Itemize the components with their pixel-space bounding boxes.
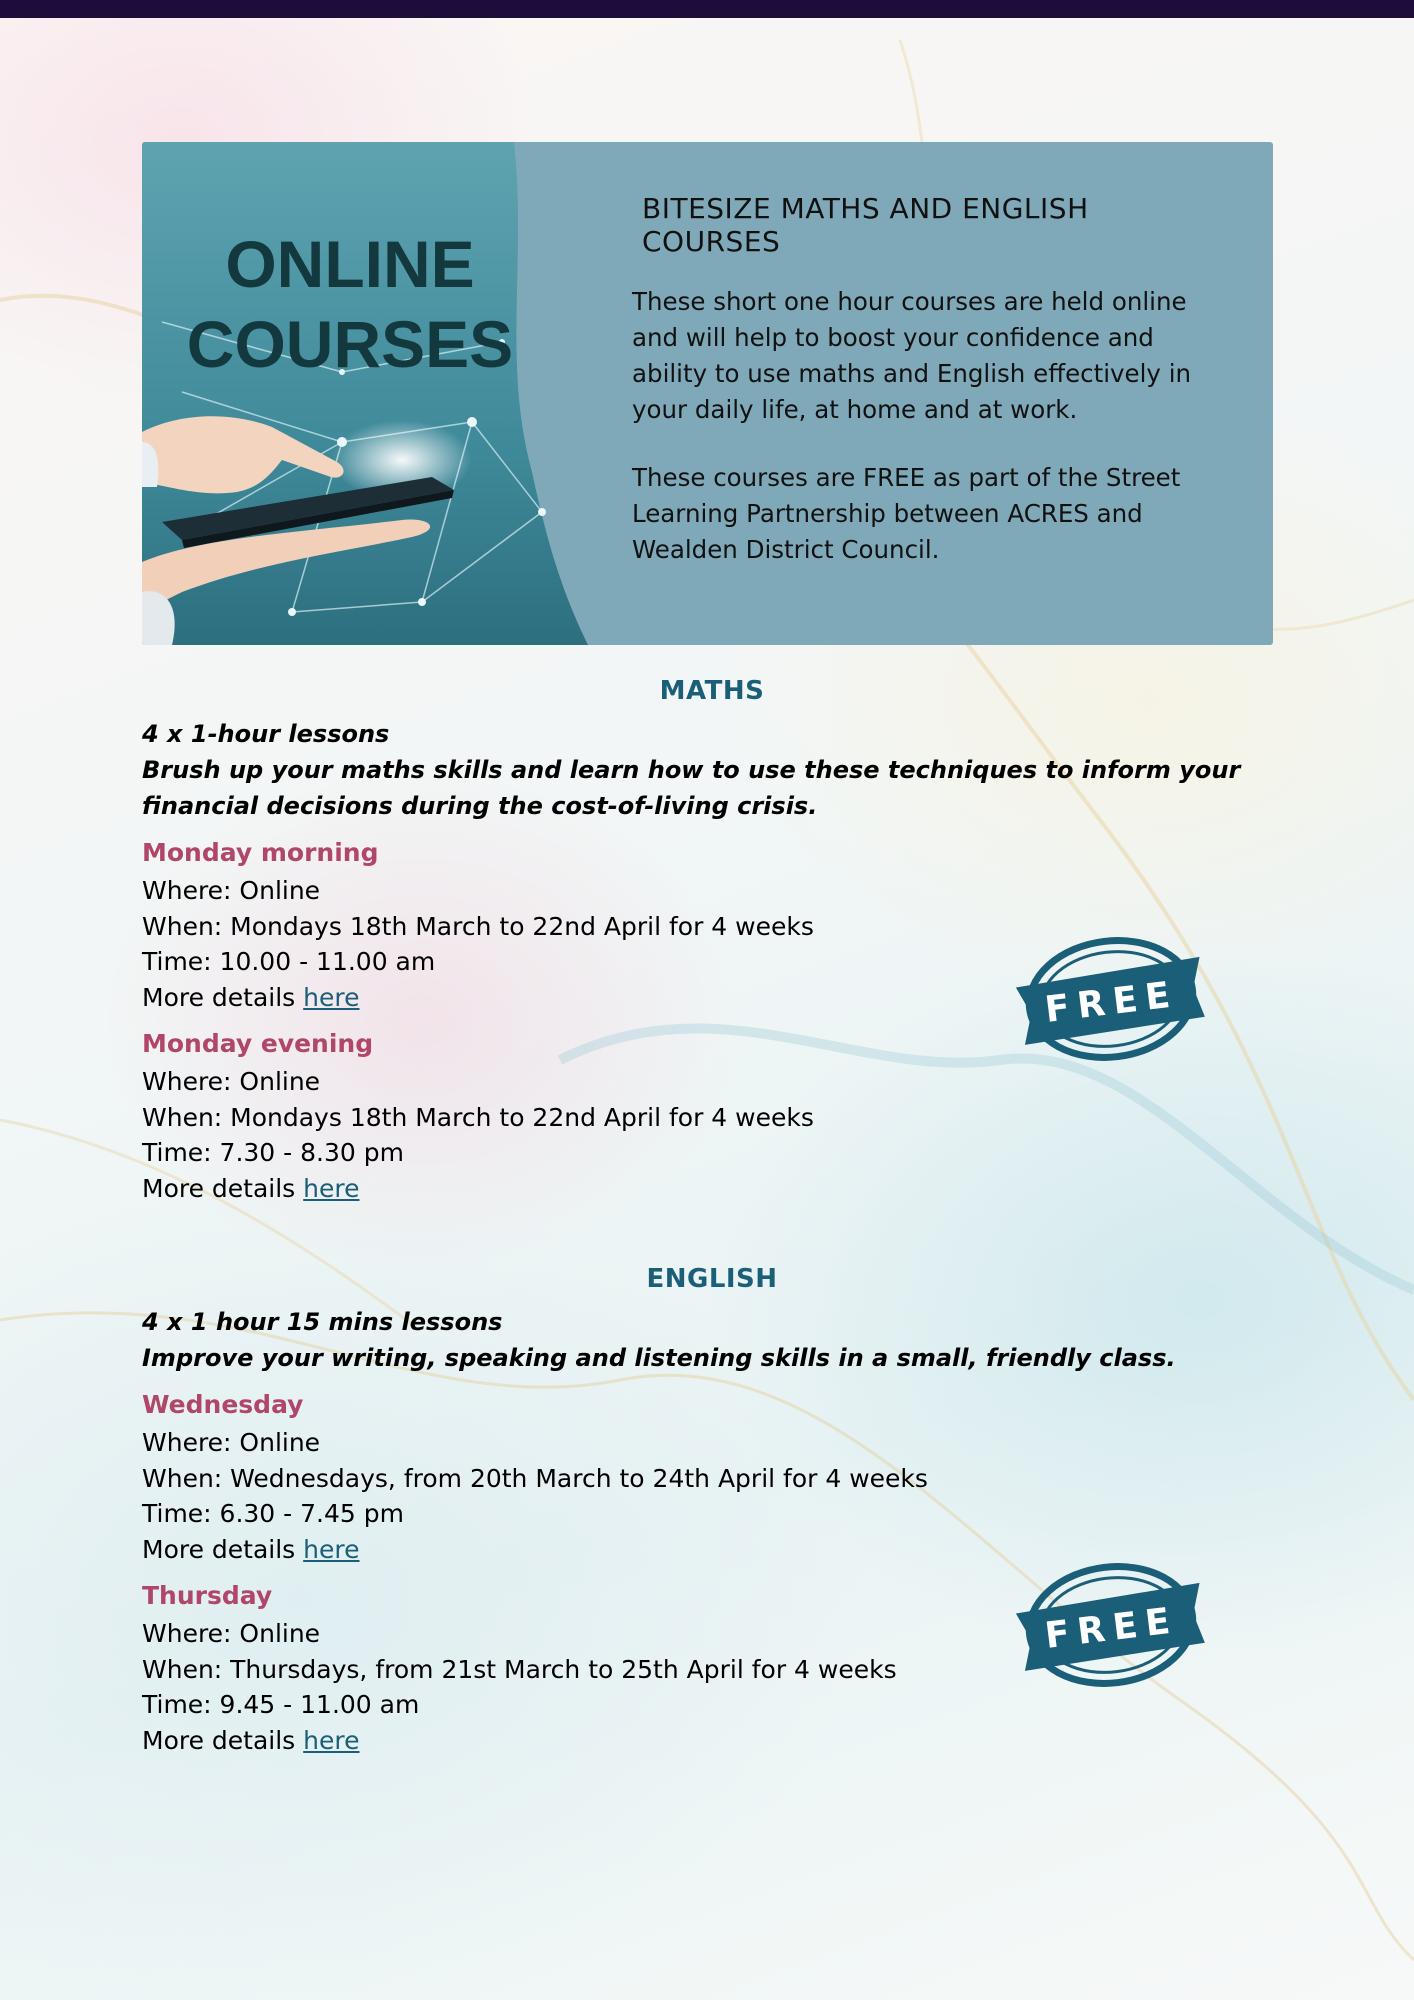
details-label: More details [142, 982, 304, 1012]
english-heading: ENGLISH [646, 1264, 778, 1294]
session-time: Time: 6.30 - 7.45 pm [142, 1499, 404, 1528]
maths-heading: MATHS [659, 676, 765, 706]
session-title: Monday evening [142, 1029, 374, 1058]
top-bar [0, 0, 1414, 18]
english-session-wednesday [142, 1390, 1282, 1567]
hero-banner [142, 142, 1273, 645]
session-title: Monday morning [142, 838, 379, 867]
session-time: Time: 10.00 - 11.00 am [142, 947, 436, 976]
details-label: More details [142, 1725, 304, 1755]
page-title: BITESIZE MATHS AND ENGLISH COURSES [642, 192, 1089, 258]
details-link[interactable]: here [303, 1173, 360, 1203]
session-when: When: Wednesdays, from 20th March to 24th April for 4 weeks [142, 1463, 928, 1493]
details-link[interactable]: here [303, 1725, 360, 1755]
session-where: Where: Online [142, 1428, 321, 1457]
details-link[interactable]: here [303, 982, 360, 1012]
image-title-line2: COURSES [186, 307, 514, 381]
english-description: Improve your writing, speaking and listening skills in a small, friendly class. [142, 1344, 1176, 1372]
session-time: Time: 7.30 - 8.30 pm [142, 1138, 404, 1167]
session-title: Thursday [142, 1581, 273, 1610]
stamp-label: FREE [1042, 973, 1181, 1031]
image-title-line1: ONLINE [225, 227, 475, 301]
hero-paragraph-1: These short one hour courses are held online and will help to boost your confidence and ability to use maths and English effectively in your daily life, at home and at work. [632, 287, 1192, 424]
hero-paragraph-2: These courses are FREE as part of the Street Learning Partnership between ACRES and Wealden District Council. [632, 463, 1181, 564]
tablet-network-illustration-icon [142, 142, 588, 645]
session-details [142, 1171, 1282, 1207]
session-time: Time: 9.45 - 11.00 am [142, 1690, 420, 1719]
details-label: More details [142, 1173, 304, 1203]
stamp-label: FREE [1042, 1599, 1181, 1657]
session-where: Where: Online [142, 1067, 321, 1096]
session-where: Where: Online [142, 1619, 321, 1648]
session-details [142, 1723, 1282, 1759]
session-when: When: Mondays 18th March to 22nd April for 4 weeks [142, 911, 814, 941]
session-title: Wednesday [142, 1390, 304, 1419]
free-stamp-icon [1016, 1558, 1206, 1693]
session-when: When: Mondays 18th March to 22nd April for 4 weeks [142, 1102, 814, 1132]
details-label: More details [142, 1534, 304, 1564]
maths-description: Brush up your maths skills and learn how to use these techniques to inform your financial decisions during the cost-of-living crisis. [142, 756, 1241, 820]
maths-lesson-count: 4 x 1-hour lessons [142, 720, 390, 748]
session-where: Where: Online [142, 876, 321, 905]
details-link[interactable]: here [303, 1534, 360, 1564]
hero-text [632, 192, 1232, 600]
english-lesson-count: 4 x 1 hour 15 mins lessons [142, 1308, 503, 1336]
session-when: When: Thursdays, from 21st March to 25th April for 4 weeks [142, 1654, 897, 1684]
free-stamp-icon [1016, 932, 1206, 1067]
